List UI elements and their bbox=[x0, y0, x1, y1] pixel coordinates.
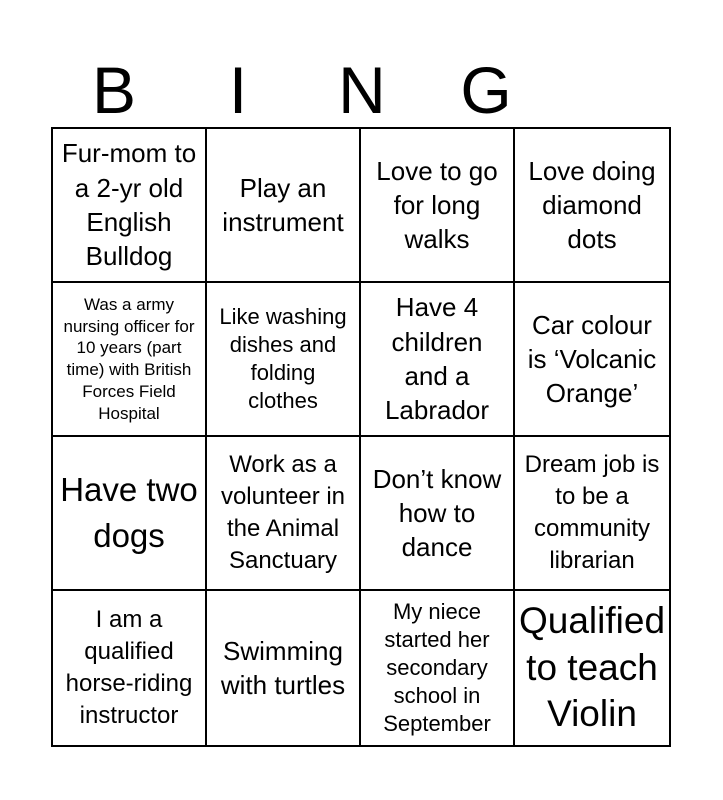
bingo-cell-text: Was a army nursing officer for 10 years (part time) with British Forces Field Hospital bbox=[63, 294, 195, 423]
bingo-cell[interactable] bbox=[53, 437, 207, 591]
bingo-card-grid bbox=[51, 127, 671, 747]
bingo-cell[interactable] bbox=[361, 591, 515, 745]
bingo-cell-text: Play an instrument bbox=[222, 172, 344, 237]
bingo-cell-text: Work as a volunteer in the Animal Sanctuary bbox=[220, 451, 346, 574]
bingo-cell-text: Love to go for long walks bbox=[376, 155, 498, 255]
header-letter-b: B bbox=[91, 53, 137, 127]
header-letter-n: N bbox=[338, 53, 386, 127]
bingo-cell[interactable] bbox=[361, 283, 515, 437]
bingo-cell-text: Don’t know how to dance bbox=[372, 463, 502, 563]
bingo-cell[interactable] bbox=[53, 129, 207, 283]
bingo-cell-text: Like washing dishes and folding clothes bbox=[219, 304, 347, 413]
bingo-cell-text: Dream job is to be a community librarian bbox=[524, 451, 660, 574]
bingo-cell-text: Have 4 children and a Labrador bbox=[384, 292, 490, 426]
bingo-cell[interactable] bbox=[515, 437, 669, 591]
header-letter-i: I bbox=[228, 53, 248, 127]
bingo-cell[interactable] bbox=[515, 129, 669, 283]
bingo-cell-text: I am a qualified horse-riding instructor bbox=[65, 606, 193, 729]
bingo-cell[interactable] bbox=[361, 437, 515, 591]
bingo-cell-text: Love doing diamond dots bbox=[528, 155, 656, 255]
bingo-cell-text: Fur-mom to a 2-yr old English Bulldog bbox=[61, 138, 197, 272]
bingo-cell[interactable] bbox=[53, 283, 207, 437]
bingo-cell[interactable] bbox=[53, 591, 207, 745]
bingo-cell[interactable] bbox=[207, 591, 361, 745]
bingo-cell[interactable] bbox=[207, 283, 361, 437]
bingo-cell-text: Swimming with turtles bbox=[220, 635, 346, 700]
bingo-cell[interactable] bbox=[207, 437, 361, 591]
bingo-cell-text: Qualified to teach Violin bbox=[518, 600, 666, 735]
bingo-cell-text: My niece started her secondary school in September bbox=[383, 599, 491, 736]
bingo-header bbox=[52, 52, 672, 128]
bingo-cell-text: Car colour is ‘Volcanic Orange’ bbox=[527, 309, 657, 409]
bingo-cell[interactable] bbox=[361, 129, 515, 283]
bingo-cell-text: Have two dogs bbox=[60, 471, 198, 554]
bingo-cell[interactable] bbox=[207, 129, 361, 283]
header-letter-g: G bbox=[460, 53, 512, 127]
bingo-cell[interactable] bbox=[515, 283, 669, 437]
bingo-cell[interactable] bbox=[515, 591, 669, 745]
